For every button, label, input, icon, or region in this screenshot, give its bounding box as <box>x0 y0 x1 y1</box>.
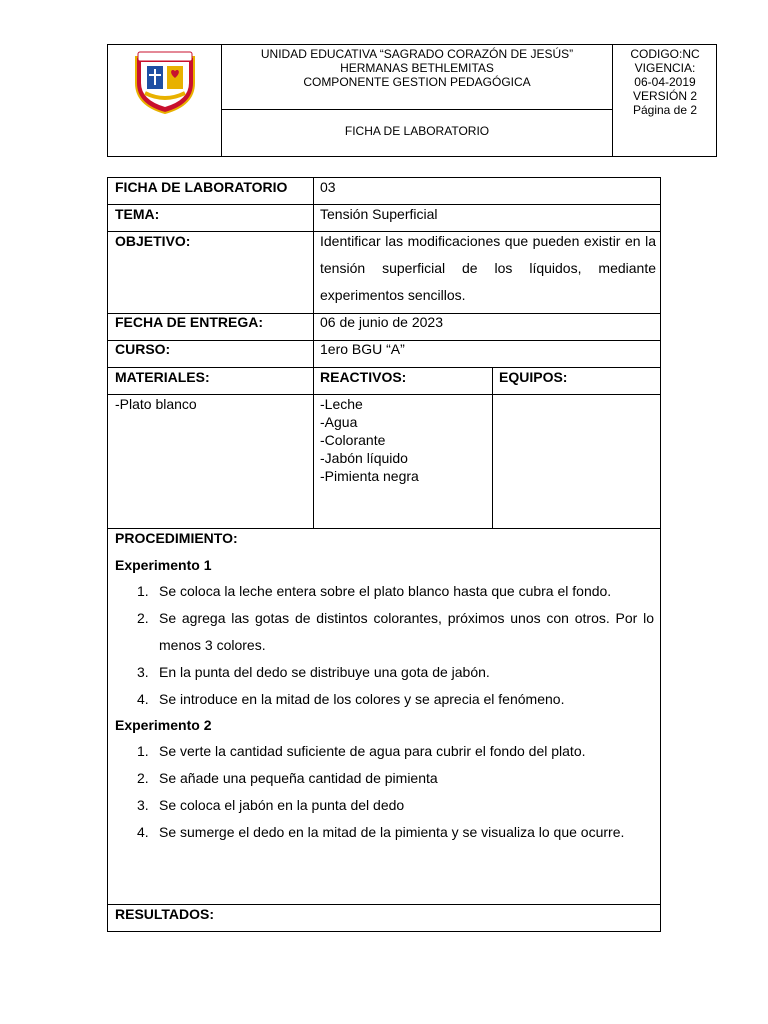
reactivos-list <box>320 395 419 485</box>
lab-sheet-table <box>107 177 661 932</box>
resultados-heading: RESULTADOS: <box>115 906 215 922</box>
document-control-info <box>613 47 717 117</box>
row-divider <box>108 367 660 368</box>
list-item: -Leche <box>320 396 363 412</box>
list-item: -Colorante <box>320 432 386 448</box>
procedure-step: 1. Se verte la cantidad suficiente de agua para cubrir el fondo del plato. <box>137 743 586 759</box>
header-divider <box>221 109 612 110</box>
objetivo-label: OBJETIVO: <box>115 233 191 249</box>
fecha-label: FECHA DE ENTREGA: <box>115 314 264 330</box>
experimento-2-title: Experimento 2 <box>115 717 212 733</box>
reactivos-heading: REACTIVOS: <box>320 369 407 385</box>
fecha-value: 06 de junio de 2023 <box>320 314 443 330</box>
document-header <box>107 44 717 157</box>
version: VERSIÓN 2 <box>632 89 698 103</box>
ficha-label: FICHA DE LABORATORIO <box>115 179 288 195</box>
document-code: CODIGO:NC <box>630 47 700 61</box>
procedure-step: 2. Se añade una pequeña cantidad de pimienta <box>137 770 438 786</box>
procedimiento-heading: PROCEDIMIENTO: <box>115 530 238 546</box>
list-item: -Plato blanco <box>115 396 197 412</box>
objetivo-value: Identificar las modificaciones que pueden existir en la tensión superficial de los líquidos, mediante experimentos sencillos. <box>320 233 656 303</box>
experimento-2-steps <box>108 738 654 846</box>
materiales-heading: MATERIALES: <box>115 369 210 385</box>
row-divider <box>108 528 660 529</box>
institution-title <box>222 47 612 89</box>
institution-name: UNIDAD EDUCATIVA “SAGRADO CORAZÓN DE JESÚS” <box>260 47 574 61</box>
validity-date: 06-04-2019 <box>634 75 696 89</box>
equipos-heading: EQUIPOS: <box>499 369 568 385</box>
procedure-step: 3. Se coloca el jabón en la punta del dedo <box>137 797 405 813</box>
tema-value: Tensión Superficial <box>320 206 438 222</box>
institution-component: COMPONENTE GESTION PEDAGÓGICA <box>303 75 531 89</box>
column-divider <box>313 178 314 528</box>
curso-label: CURSO: <box>115 341 171 357</box>
school-crest-logo <box>128 49 202 115</box>
validity-label: VIGENCIA: <box>634 61 696 75</box>
experimento-1-steps <box>108 578 654 713</box>
materiales-list <box>115 395 197 413</box>
document-type: FICHA DE LABORATORIO <box>344 124 490 138</box>
page-count: Página de 2 <box>632 103 698 117</box>
list-item: -Jabón líquido <box>320 450 408 466</box>
experimento-1-title: Experimento 1 <box>115 557 212 573</box>
procedure-step: 4. Se sumerge el dedo en la mitad de la pimienta y se visualiza lo que ocurre. <box>137 824 625 840</box>
procedure-step: 4. Se introduce en la mitad de los colores y se aprecia el fenómeno. <box>137 691 565 707</box>
column-divider <box>492 367 493 528</box>
procedure-step: 2. Se agrega las gotas de distintos colorantes, próximos unos con otros. Por lo menos 3 colores. <box>137 610 654 653</box>
list-item: -Pimienta negra <box>320 468 419 484</box>
institution-order: HERMANAS BETHLEMITAS <box>340 61 494 75</box>
procedure-step: 1. Se coloca la leche entera sobre el plato blanco hasta que cubra el fondo. <box>137 583 612 599</box>
row-divider <box>108 204 660 205</box>
ficha-value: 03 <box>320 179 336 195</box>
curso-value: 1ero BGU “A” <box>320 341 405 357</box>
procedure-step: 3. En la punta del dedo se distribuye una gota de jabón. <box>137 664 490 680</box>
list-item: -Agua <box>320 414 358 430</box>
tema-label: TEMA: <box>115 206 160 222</box>
row-divider <box>108 904 660 905</box>
